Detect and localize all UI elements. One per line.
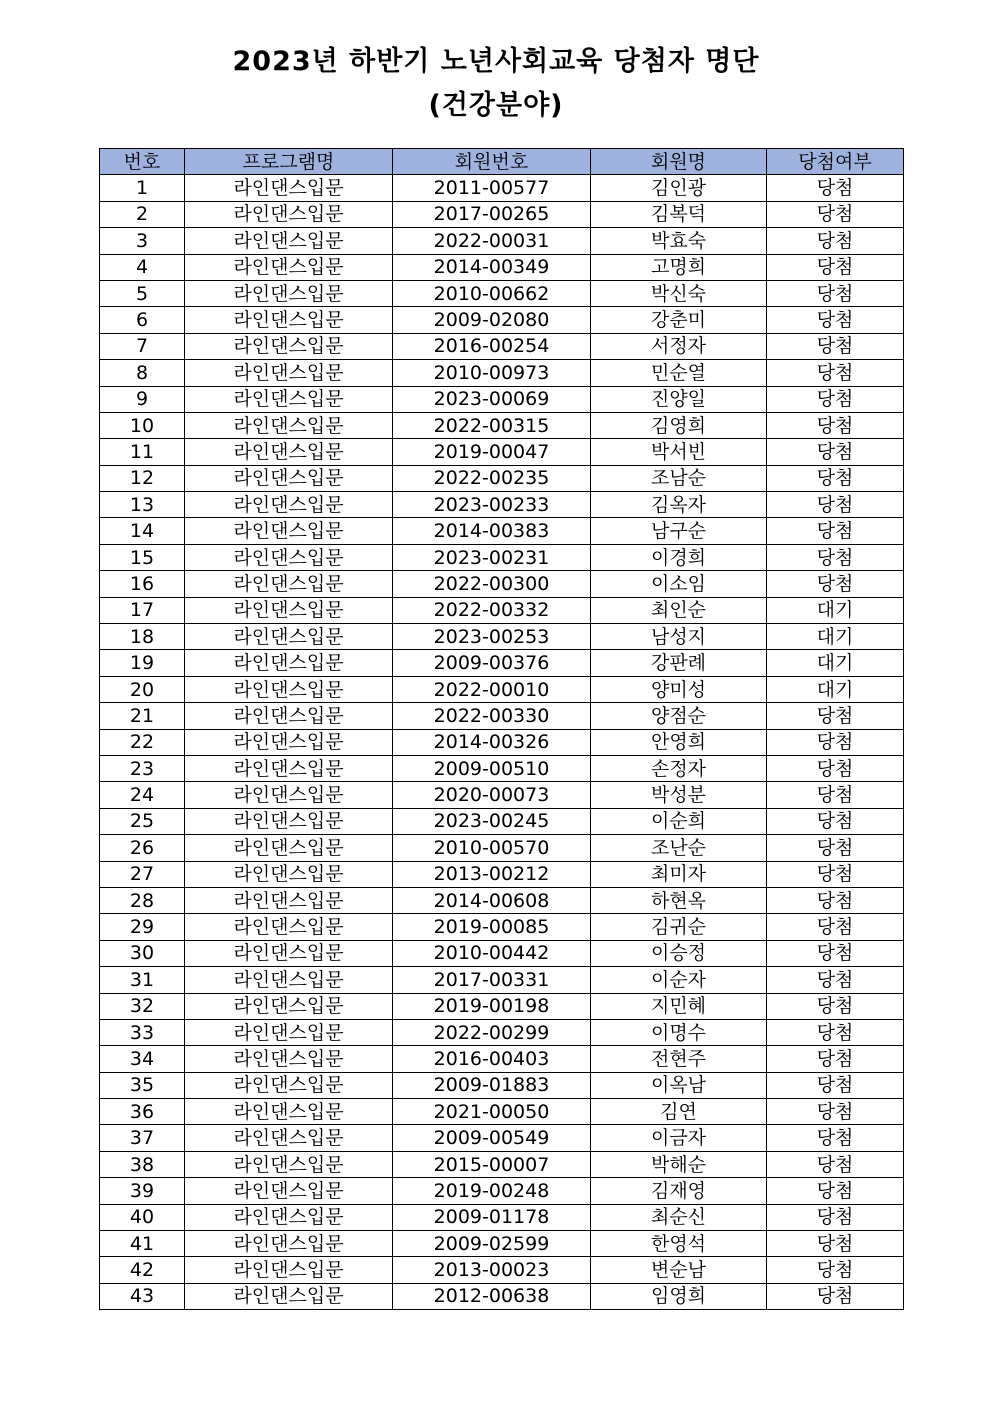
cell-program: 라인댄스입문 <box>185 914 393 940</box>
cell-member-id: 2022-00330 <box>393 703 591 729</box>
cell-result: 당첨 <box>767 993 904 1019</box>
cell-result: 당첨 <box>767 703 904 729</box>
cell-member-name: 박신숙 <box>591 280 767 306</box>
cell-number: 41 <box>100 1231 185 1257</box>
cell-program: 라인댄스입문 <box>185 386 393 412</box>
cell-member-id: 2013-00212 <box>393 861 591 887</box>
cell-member-id: 2019-00198 <box>393 993 591 1019</box>
cell-member-name: 한영석 <box>591 1231 767 1257</box>
cell-program: 라인댄스입문 <box>185 861 393 887</box>
table-row <box>100 307 904 333</box>
cell-member-id: 2023-00231 <box>393 544 591 570</box>
table-row <box>100 280 904 306</box>
cell-member-name: 김재영 <box>591 1178 767 1204</box>
cell-member-name: 김영희 <box>591 412 767 438</box>
cell-member-name: 남구순 <box>591 518 767 544</box>
cell-program: 라인댄스입문 <box>185 412 393 438</box>
cell-program: 라인댄스입문 <box>185 439 393 465</box>
cell-result: 당첨 <box>767 1151 904 1177</box>
table-row <box>100 571 904 597</box>
cell-member-id: 2014-00383 <box>393 518 591 544</box>
cell-result: 당첨 <box>767 861 904 887</box>
cell-program: 라인댄스입문 <box>185 993 393 1019</box>
cell-program: 라인댄스입문 <box>185 887 393 913</box>
cell-member-id: 2010-00662 <box>393 280 591 306</box>
document-title: 2023년 하반기 노년사회교육 당첨자 명단 <box>232 46 760 77</box>
cell-member-name: 이소임 <box>591 571 767 597</box>
cell-member-name: 박성분 <box>591 782 767 808</box>
table-row <box>100 360 904 386</box>
cell-number: 26 <box>100 835 185 861</box>
cell-member-id: 2014-00349 <box>393 254 591 280</box>
cell-member-name: 김복덕 <box>591 201 767 227</box>
cell-result: 당첨 <box>767 1099 904 1125</box>
cell-number: 37 <box>100 1125 185 1151</box>
cell-number: 40 <box>100 1204 185 1230</box>
cell-number: 22 <box>100 729 185 755</box>
cell-member-id: 2010-00442 <box>393 940 591 966</box>
cell-member-name: 고명희 <box>591 254 767 280</box>
table-row <box>100 940 904 966</box>
cell-result: 대기 <box>767 624 904 650</box>
table-row <box>100 1231 904 1257</box>
table-header-row <box>100 149 904 175</box>
cell-result: 대기 <box>767 650 904 676</box>
cell-number: 31 <box>100 967 185 993</box>
cell-program: 라인댄스입문 <box>185 228 393 254</box>
cell-program: 라인댄스입문 <box>185 808 393 834</box>
cell-result: 당첨 <box>767 465 904 491</box>
table-row <box>100 412 904 438</box>
table-row <box>100 201 904 227</box>
cell-member-name: 서정자 <box>591 333 767 359</box>
table-row <box>100 175 904 201</box>
cell-member-name: 김연 <box>591 1099 767 1125</box>
cell-member-name: 박효숙 <box>591 228 767 254</box>
table-row <box>100 782 904 808</box>
cell-member-name: 김귀순 <box>591 914 767 940</box>
cell-program: 라인댄스입문 <box>185 597 393 623</box>
cell-number: 25 <box>100 808 185 834</box>
cell-program: 라인댄스입문 <box>185 835 393 861</box>
table-row <box>100 544 904 570</box>
cell-result: 당첨 <box>767 940 904 966</box>
table-row <box>100 1257 904 1283</box>
cell-number: 29 <box>100 914 185 940</box>
cell-member-id: 2019-00047 <box>393 439 591 465</box>
cell-member-name: 박해순 <box>591 1151 767 1177</box>
table-row <box>100 439 904 465</box>
cell-member-name: 지민혜 <box>591 993 767 1019</box>
cell-member-id: 2009-01178 <box>393 1204 591 1230</box>
cell-number: 3 <box>100 228 185 254</box>
cell-program: 라인댄스입문 <box>185 175 393 201</box>
cell-program: 라인댄스입문 <box>185 1072 393 1098</box>
table-row <box>100 1151 904 1177</box>
header-program: 프로그램명 <box>185 149 393 175</box>
cell-member-id: 2023-00253 <box>393 624 591 650</box>
cell-member-name: 김인광 <box>591 175 767 201</box>
table-row <box>100 808 904 834</box>
cell-number: 32 <box>100 993 185 1019</box>
cell-program: 라인댄스입문 <box>185 518 393 544</box>
cell-number: 18 <box>100 624 185 650</box>
cell-number: 39 <box>100 1178 185 1204</box>
cell-member-id: 2023-00069 <box>393 386 591 412</box>
cell-result: 당첨 <box>767 1204 904 1230</box>
cell-member-id: 2017-00331 <box>393 967 591 993</box>
cell-program: 라인댄스입문 <box>185 1283 393 1309</box>
cell-member-id: 2014-00608 <box>393 887 591 913</box>
cell-program: 라인댄스입문 <box>185 280 393 306</box>
cell-member-id: 2010-00973 <box>393 360 591 386</box>
cell-program: 라인댄스입문 <box>185 940 393 966</box>
cell-number: 33 <box>100 1019 185 1045</box>
cell-number: 19 <box>100 650 185 676</box>
cell-member-name: 손정자 <box>591 755 767 781</box>
cell-result: 당첨 <box>767 228 904 254</box>
cell-result: 당첨 <box>767 1178 904 1204</box>
cell-result: 당첨 <box>767 175 904 201</box>
cell-result: 당첨 <box>767 386 904 412</box>
cell-result: 당첨 <box>767 914 904 940</box>
cell-number: 43 <box>100 1283 185 1309</box>
cell-program: 라인댄스입문 <box>185 571 393 597</box>
cell-result: 당첨 <box>767 1283 904 1309</box>
cell-result: 당첨 <box>767 755 904 781</box>
table-row <box>100 835 904 861</box>
cell-member-name: 하현옥 <box>591 887 767 913</box>
cell-result: 당첨 <box>767 307 904 333</box>
cell-program: 라인댄스입문 <box>185 1125 393 1151</box>
cell-member-name: 조남순 <box>591 465 767 491</box>
cell-member-id: 2010-00570 <box>393 835 591 861</box>
table-row <box>100 993 904 1019</box>
cell-number: 16 <box>100 571 185 597</box>
cell-member-name: 최인순 <box>591 597 767 623</box>
cell-member-id: 2009-00376 <box>393 650 591 676</box>
cell-member-name: 남성지 <box>591 624 767 650</box>
cell-program: 라인댄스입문 <box>185 967 393 993</box>
cell-number: 6 <box>100 307 185 333</box>
cell-program: 라인댄스입문 <box>185 465 393 491</box>
cell-result: 당첨 <box>767 439 904 465</box>
cell-program: 라인댄스입문 <box>185 1257 393 1283</box>
cell-number: 27 <box>100 861 185 887</box>
cell-member-id: 2014-00326 <box>393 729 591 755</box>
cell-result: 당첨 <box>767 412 904 438</box>
cell-member-name: 김옥자 <box>591 492 767 518</box>
cell-member-id: 2022-00300 <box>393 571 591 597</box>
cell-member-id: 2022-00031 <box>393 228 591 254</box>
cell-member-name: 이옥남 <box>591 1072 767 1098</box>
cell-number: 13 <box>100 492 185 518</box>
cell-program: 라인댄스입문 <box>185 1204 393 1230</box>
cell-result: 당첨 <box>767 887 904 913</box>
cell-result: 당첨 <box>767 729 904 755</box>
cell-number: 5 <box>100 280 185 306</box>
cell-result: 당첨 <box>767 254 904 280</box>
cell-program: 라인댄스입문 <box>185 703 393 729</box>
cell-number: 24 <box>100 782 185 808</box>
table-row <box>100 887 904 913</box>
cell-number: 10 <box>100 412 185 438</box>
cell-result: 당첨 <box>767 1125 904 1151</box>
table-row <box>100 676 904 702</box>
cell-member-name: 임영희 <box>591 1283 767 1309</box>
cell-number: 35 <box>100 1072 185 1098</box>
table-row <box>100 1019 904 1045</box>
table-row <box>100 1178 904 1204</box>
cell-member-id: 2022-00299 <box>393 1019 591 1045</box>
cell-member-name: 강춘미 <box>591 307 767 333</box>
table-row <box>100 1283 904 1309</box>
cell-member-name: 민순열 <box>591 360 767 386</box>
cell-result: 대기 <box>767 597 904 623</box>
cell-member-id: 2023-00245 <box>393 808 591 834</box>
header-number: 번호 <box>100 149 185 175</box>
cell-member-id: 2022-00315 <box>393 412 591 438</box>
cell-program: 라인댄스입문 <box>185 492 393 518</box>
table-row <box>100 465 904 491</box>
table-row <box>100 1204 904 1230</box>
cell-member-name: 이경희 <box>591 544 767 570</box>
cell-member-id: 2009-02599 <box>393 1231 591 1257</box>
cell-result: 당첨 <box>767 360 904 386</box>
cell-program: 라인댄스입문 <box>185 201 393 227</box>
cell-member-id: 2017-00265 <box>393 201 591 227</box>
cell-member-name: 진양일 <box>591 386 767 412</box>
cell-result: 당첨 <box>767 280 904 306</box>
cell-member-id: 2016-00254 <box>393 333 591 359</box>
cell-member-id: 2013-00023 <box>393 1257 591 1283</box>
cell-result: 당첨 <box>767 544 904 570</box>
cell-member-id: 2016-00403 <box>393 1046 591 1072</box>
table-row <box>100 624 904 650</box>
cell-member-name: 이순자 <box>591 967 767 993</box>
cell-member-name: 변순남 <box>591 1257 767 1283</box>
cell-member-id: 2009-01883 <box>393 1072 591 1098</box>
cell-member-name: 최순신 <box>591 1204 767 1230</box>
winners-table <box>99 148 904 1310</box>
cell-number: 14 <box>100 518 185 544</box>
table-row <box>100 228 904 254</box>
table-row <box>100 967 904 993</box>
table-row <box>100 492 904 518</box>
cell-program: 라인댄스입문 <box>185 782 393 808</box>
cell-result: 당첨 <box>767 1257 904 1283</box>
cell-member-id: 2022-00235 <box>393 465 591 491</box>
cell-member-id: 2023-00233 <box>393 492 591 518</box>
header-member-id: 회원번호 <box>393 149 591 175</box>
cell-member-id: 2022-00332 <box>393 597 591 623</box>
cell-program: 라인댄스입문 <box>185 307 393 333</box>
cell-program: 라인댄스입문 <box>185 1046 393 1072</box>
cell-result: 당첨 <box>767 1072 904 1098</box>
cell-result: 당첨 <box>767 518 904 544</box>
cell-member-id: 2011-00577 <box>393 175 591 201</box>
cell-program: 라인댄스입문 <box>185 1178 393 1204</box>
cell-result: 당첨 <box>767 1046 904 1072</box>
cell-member-name: 이명수 <box>591 1019 767 1045</box>
cell-result: 당첨 <box>767 782 904 808</box>
cell-program: 라인댄스입문 <box>185 333 393 359</box>
cell-number: 30 <box>100 940 185 966</box>
cell-number: 21 <box>100 703 185 729</box>
cell-result: 당첨 <box>767 201 904 227</box>
cell-member-id: 2020-00073 <box>393 782 591 808</box>
cell-result: 당첨 <box>767 333 904 359</box>
cell-member-name: 안영희 <box>591 729 767 755</box>
cell-member-id: 2009-00549 <box>393 1125 591 1151</box>
cell-number: 34 <box>100 1046 185 1072</box>
table-row <box>100 861 904 887</box>
cell-program: 라인댄스입문 <box>185 624 393 650</box>
cell-number: 9 <box>100 386 185 412</box>
cell-number: 20 <box>100 676 185 702</box>
cell-result: 당첨 <box>767 1019 904 1045</box>
table-row <box>100 333 904 359</box>
cell-result: 대기 <box>767 676 904 702</box>
table-row <box>100 1046 904 1072</box>
cell-number: 7 <box>100 333 185 359</box>
table-row <box>100 254 904 280</box>
table-body <box>100 175 904 1310</box>
table-row <box>100 386 904 412</box>
cell-result: 당첨 <box>767 1231 904 1257</box>
cell-number: 11 <box>100 439 185 465</box>
cell-result: 당첨 <box>767 967 904 993</box>
cell-member-name: 전현주 <box>591 1046 767 1072</box>
cell-member-name: 최미자 <box>591 861 767 887</box>
cell-member-name: 이승정 <box>591 940 767 966</box>
cell-number: 1 <box>100 175 185 201</box>
cell-member-name: 양미성 <box>591 676 767 702</box>
cell-number: 4 <box>100 254 185 280</box>
table-row <box>100 729 904 755</box>
cell-program: 라인댄스입문 <box>185 676 393 702</box>
cell-number: 38 <box>100 1151 185 1177</box>
cell-program: 라인댄스입문 <box>185 1231 393 1257</box>
cell-program: 라인댄스입문 <box>185 650 393 676</box>
table-row <box>100 1072 904 1098</box>
table-row <box>100 703 904 729</box>
header-member-name: 회원명 <box>591 149 767 175</box>
cell-member-id: 2022-00010 <box>393 676 591 702</box>
cell-program: 라인댄스입문 <box>185 755 393 781</box>
cell-member-name: 박서빈 <box>591 439 767 465</box>
cell-member-id: 2019-00248 <box>393 1178 591 1204</box>
table-row <box>100 518 904 544</box>
cell-member-id: 2021-00050 <box>393 1099 591 1125</box>
table-row <box>100 755 904 781</box>
cell-number: 2 <box>100 201 185 227</box>
cell-number: 23 <box>100 755 185 781</box>
cell-result: 당첨 <box>767 808 904 834</box>
cell-number: 36 <box>100 1099 185 1125</box>
table-row <box>100 1099 904 1125</box>
table-row <box>100 597 904 623</box>
table-row <box>100 914 904 940</box>
cell-member-name: 강판례 <box>591 650 767 676</box>
cell-number: 17 <box>100 597 185 623</box>
cell-member-name: 양점순 <box>591 703 767 729</box>
cell-program: 라인댄스입문 <box>185 360 393 386</box>
cell-member-name: 이금자 <box>591 1125 767 1151</box>
cell-program: 라인댄스입문 <box>185 1151 393 1177</box>
cell-number: 28 <box>100 887 185 913</box>
cell-member-id: 2012-00638 <box>393 1283 591 1309</box>
cell-number: 15 <box>100 544 185 570</box>
cell-program: 라인댄스입문 <box>185 729 393 755</box>
header-result: 당첨여부 <box>767 149 904 175</box>
cell-member-name: 조난순 <box>591 835 767 861</box>
cell-result: 당첨 <box>767 835 904 861</box>
cell-member-id: 2009-00510 <box>393 755 591 781</box>
cell-number: 12 <box>100 465 185 491</box>
cell-result: 당첨 <box>767 571 904 597</box>
cell-program: 라인댄스입문 <box>185 1099 393 1125</box>
cell-program: 라인댄스입문 <box>185 1019 393 1045</box>
cell-number: 42 <box>100 1257 185 1283</box>
table-row <box>100 650 904 676</box>
table-row <box>100 1125 904 1151</box>
cell-member-id: 2019-00085 <box>393 914 591 940</box>
document-subtitle: (건강분야) <box>428 90 564 121</box>
cell-program: 라인댄스입문 <box>185 544 393 570</box>
cell-result: 당첨 <box>767 492 904 518</box>
cell-member-name: 이순희 <box>591 808 767 834</box>
cell-number: 8 <box>100 360 185 386</box>
cell-member-id: 2009-02080 <box>393 307 591 333</box>
cell-member-id: 2015-00007 <box>393 1151 591 1177</box>
cell-program: 라인댄스입문 <box>185 254 393 280</box>
